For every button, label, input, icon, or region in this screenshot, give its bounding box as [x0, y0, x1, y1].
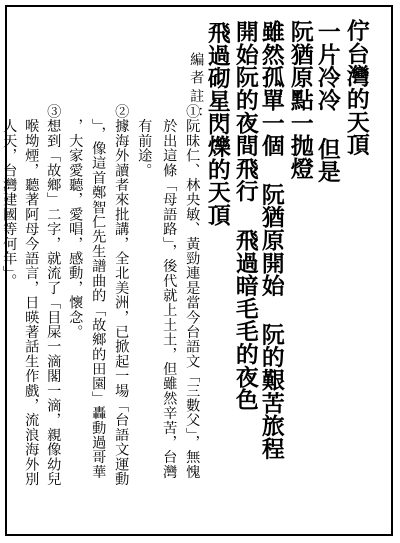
note-line-2: 於出這條「母語路」，後代就上土土，但雖然辛苦，台灣 — [161, 104, 178, 480]
note-line-3: 有前途。 — [136, 104, 153, 178]
poem-line-3: 阮猶原點一抛燈 — [286, 20, 313, 180]
note-line-7: ③想到「故鄉」二字，就流了「目屎一滴閣一滴，親像幼兒 — [45, 104, 62, 487]
note-line-6: ，大家愛聽，愛唱，感動，懷念。 — [67, 104, 84, 340]
poem-line-1: 佇台灣的天頂 — [342, 19, 369, 156]
note-line-5: 」，像這首鄭智仁先生譜曲的「故鄉的田園」轟動過哥華 — [90, 104, 107, 480]
poem-line-5: 開始阮的夜間飛行 飛過暗毛毛的夜色 — [231, 20, 258, 411]
note-line-1: ①阮昧仁、林央敏、黃勁連是當今台語文「三數父」，無愧 — [184, 104, 201, 480]
poem-line-4: 雖然孤單一個 阮猶原開始 阮的艱苦旅程 — [257, 20, 284, 460]
poem-line-6: 飛過砌星閃爍的天頂 — [203, 21, 230, 227]
note-line-8: 喉坳煙，聽著阿母今語言，日暎著話生作戲，流浪海外別 — [23, 104, 40, 487]
note-line-4: ②據海外讀者來批講，全北美洲，已掀起一場「台語文運動 — [113, 104, 130, 487]
poem-line-2: 一片冷冷 但是 — [313, 20, 340, 183]
note-line-9: 人天，台灣建國等何年」。 — [1, 104, 18, 288]
notes-label: 編者註： — [188, 52, 205, 125]
